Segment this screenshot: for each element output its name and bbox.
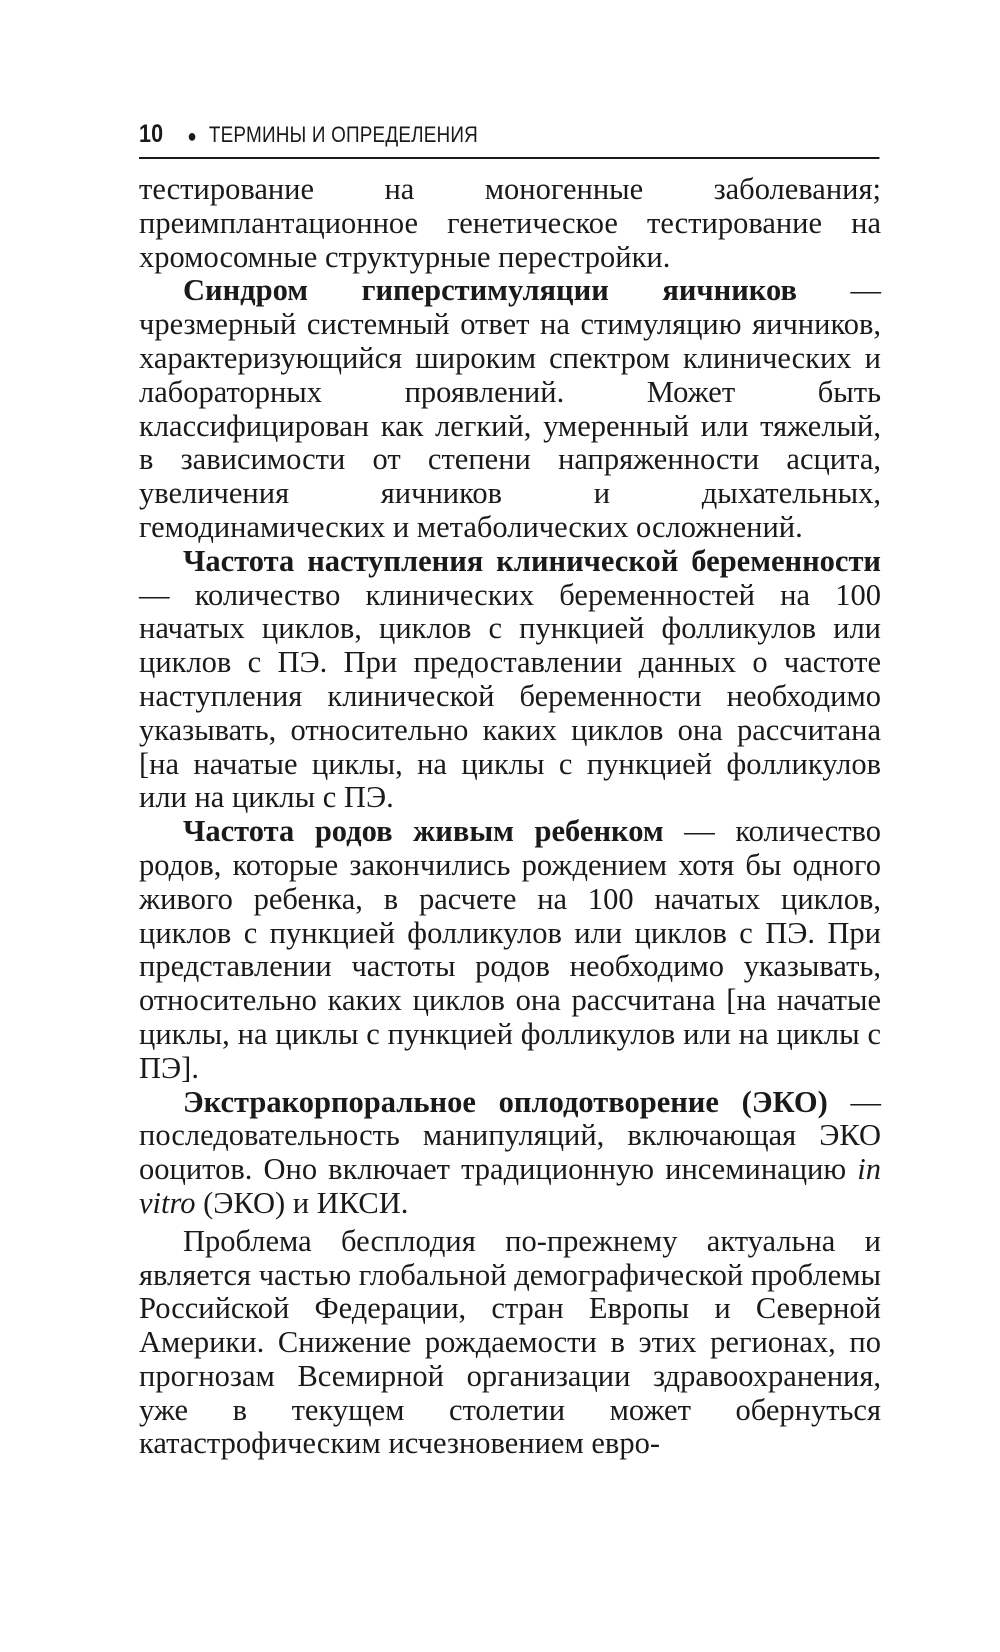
paragraph-infertility-problem bbox=[139, 1225, 881, 1462]
book-page bbox=[139, 122, 881, 1461]
term: Частота наступления клинической беременности bbox=[183, 543, 881, 578]
definition-ivf bbox=[139, 1086, 881, 1221]
definition-text-end: (ЭКО) и ИКСИ. bbox=[195, 1185, 409, 1220]
definition-text: — количество родов, которые закончились рождением хотя бы одного живого ребенка, в расчете на 100 начатых циклов, циклов с пункцией фолликулов или циклов с ПЭ. При представлении частоты родов необходимо указывать, относительно каких циклов она рассчитана [на начатые циклы, на циклы с пункцией фолликулов или на циклы с ПЭ]. bbox=[139, 814, 882, 1085]
definition-text: — чрезмерный системный ответ на стимуляцию яичников, характеризующийся широким спектром клинических и лабораторных проявлений. Может быть классифицирован как легкий, умеренный или тяжелый, в зависимости от степени напряженности асцита, увеличения яичников и дыхательных, гемодинамических и метаболических осложнений. bbox=[139, 273, 882, 544]
italic-term: in vitro bbox=[139, 1152, 881, 1220]
definition-clinical-pregnancy-rate bbox=[139, 545, 881, 815]
definition-ovarian-hyperstimulation bbox=[139, 274, 881, 544]
term: Экстракорпоральное оплодотворение (ЭКО) bbox=[183, 1084, 828, 1119]
paragraph-text: тестирование на моногенные заболевания; преимплантационное генетическое тестирование на хромосомные структурные перестройки. bbox=[139, 172, 881, 274]
term: Частота родов живым ребенком bbox=[183, 814, 664, 849]
page-number: 10 bbox=[139, 120, 164, 148]
section-title: ТЕРМИНЫ И ОПРЕДЕЛЕНИЯ bbox=[208, 122, 478, 147]
definition-text: — количество клинических беременностей на 100 начатых циклов, циклов с пункцией фолликулов или циклов с ПЭ. При предоставлении данных о частоте наступления клинической беременности необходимо указывать, относительно каких циклов она рассчитана [на начатые циклы, на циклы с пункцией фолликулов или на циклы с ПЭ. bbox=[139, 577, 881, 815]
body-text bbox=[139, 173, 881, 1461]
paragraph-text: Проблема бесплодия по-прежнему актуальна и является частью глобальной демографической проблемы Российской Федерации, стран Европы и Северной Америки. Снижение рождаемости в этих регионах, по прогнозам Всемирной организации здравоохранения, уже в текущем столетии может обернуться катастрофическим исчезновением евро- bbox=[139, 1223, 881, 1461]
running-head bbox=[139, 122, 879, 159]
bullet-icon: ● bbox=[187, 126, 197, 146]
term: Синдром гиперстимуляции яичников bbox=[183, 273, 797, 308]
definition-live-birth-rate bbox=[139, 815, 881, 1085]
definition-text: — последовательность манипуляций, включающая ЭКО ооцитов. Оно включает традиционную инсеминацию bbox=[139, 1084, 882, 1187]
paragraph-continuation bbox=[139, 173, 881, 274]
